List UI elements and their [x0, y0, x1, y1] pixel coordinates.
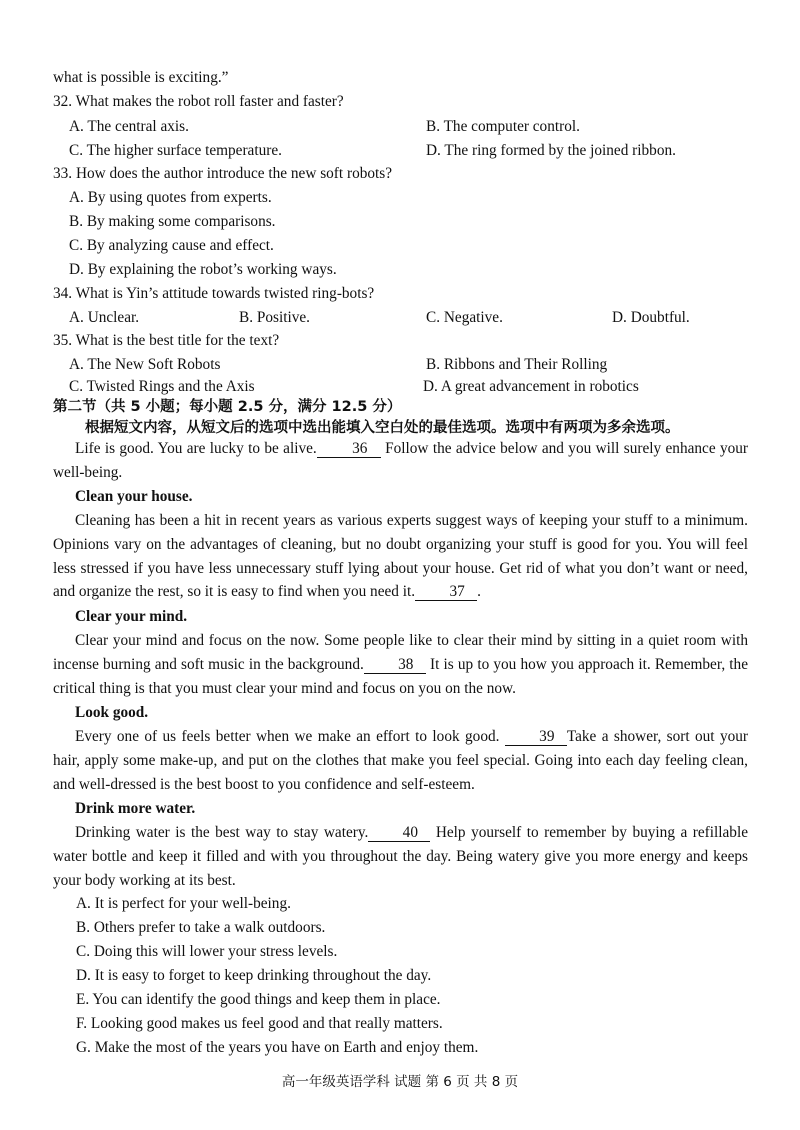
q32-option-d: D. The ring formed by the joined ribbon.	[426, 142, 676, 159]
question-32: 32. What makes the robot roll faster and faster?	[53, 93, 344, 110]
question-35: 35. What is the best title for the text?	[53, 332, 280, 349]
paragraph-look-good	[53, 725, 748, 796]
section-2-title: 第二节（共 5 小题；每小题 2.5 分，满分 12.5 分）	[53, 399, 402, 415]
q35-option-d: D. A great advancement in robotics	[423, 378, 639, 395]
option-d: D. It is easy to forget to keep drinking throughout the day.	[76, 967, 432, 984]
p1-text-a: Cleaning has been a hit in recent years as various experts suggest ways of keeping your stuff to a minimum. Opinions vary on the advantages of cleaning, but no doubt organizing your stuff is good for you. You will feel less stressed if you have less unnecessary stuff lying about your house. Get rid of what you don’t want or need, and organize the rest, so it is easy to find when you need it.	[53, 512, 748, 601]
question-33: 33. How does the author introduce the new soft robots?	[53, 165, 393, 182]
heading-look-good: Look good.	[75, 704, 149, 721]
paragraph-drink-water	[53, 821, 748, 892]
intro-text-b: Follow the advice below and you will surely enhance your well-being.	[53, 440, 749, 481]
passage-intro	[53, 437, 748, 485]
blank-39: 39	[505, 728, 567, 746]
heading-clean-house: Clean your house.	[75, 488, 193, 505]
p4-text-b: Help yourself to remember by buying a refillable water bottle and keep it filled and with you throughout the day. Being watery give you more energy and keeps your body working at its best.	[53, 824, 748, 889]
p2-text-a: Clear your mind and focus on the now. Some people like to clear their mind by sitting in a quiet room with incense burning and soft music in the background.	[53, 632, 748, 673]
section-2-instruction: 根据短文内容，从短文后的选项中选出能填入空白处的最佳选项。选项中有两项为多余选项。	[85, 420, 680, 436]
passage-end-line: what is possible is exciting.”	[53, 69, 229, 86]
page-footer: 高一年级英语学科 试题 第 6 页 共 8 页	[281, 1074, 519, 1090]
q33-option-b: B. By making some comparisons.	[69, 213, 276, 230]
q34-option-d: D. Doubtful.	[612, 309, 690, 326]
option-a: A. It is perfect for your well-being.	[76, 895, 291, 912]
option-e: E. You can identify the good things and keep them in place.	[76, 991, 441, 1008]
q34-option-b: B. Positive.	[239, 309, 310, 326]
q35-option-c: C. Twisted Rings and the Axis	[69, 378, 255, 395]
p1-text-b: .	[477, 583, 481, 601]
q32-option-b: B. The computer control.	[426, 118, 580, 135]
blank-37: 37	[415, 583, 477, 601]
q34-option-a: A. Unclear.	[69, 309, 140, 326]
blank-36: 36	[317, 440, 381, 458]
blank-40: 40	[368, 824, 430, 842]
q32-option-a: A. The central axis.	[69, 118, 189, 135]
q32-option-c: C. The higher surface temperature.	[69, 142, 282, 159]
q33-option-c: C. By analyzing cause and effect.	[69, 237, 274, 254]
p4-text-a: Drinking water is the best way to stay watery.	[75, 824, 369, 841]
q33-option-a: A. By using quotes from experts.	[69, 189, 272, 206]
heading-drink-water: Drink more water.	[75, 800, 196, 817]
p2-text-b: It is up to you how you approach it. Remember, the critical thing is that you must clear your mind and focus on you on the now.	[53, 655, 748, 697]
q33-option-d: D. By explaining the robot’s working ways.	[69, 261, 337, 278]
paragraph-clear-mind	[53, 629, 748, 700]
p3-text-b: Take a shower, sort out your hair, apply some make-up, and put on the clothes that make you feel special. Going into each day feeling clean, and well-dressed is the best boost to you confidence and self-esteem.	[53, 728, 748, 793]
p3-text-a: Every one of us feels better when we make an effort to look good.	[75, 728, 505, 745]
option-c: C. Doing this will lower your stress levels.	[76, 943, 338, 960]
blank-38: 38	[364, 656, 426, 674]
option-b: B. Others prefer to take a walk outdoors.	[76, 919, 326, 936]
question-34: 34. What is Yin’s attitude towards twisted ring-bots?	[53, 285, 375, 302]
q34-option-c: C. Negative.	[426, 309, 503, 326]
option-f: F. Looking good makes us feel good and that really matters.	[76, 1015, 443, 1032]
q35-option-a: A. The New Soft Robots	[69, 356, 221, 373]
paragraph-clean-house	[53, 509, 748, 604]
heading-clear-mind: Clear your mind.	[75, 608, 188, 625]
option-g: G. Make the most of the years you have on Earth and enjoy them.	[76, 1039, 479, 1056]
intro-text-a: Life is good. You are lucky to be alive.	[75, 440, 317, 457]
q35-option-b: B. Ribbons and Their Rolling	[426, 356, 608, 373]
